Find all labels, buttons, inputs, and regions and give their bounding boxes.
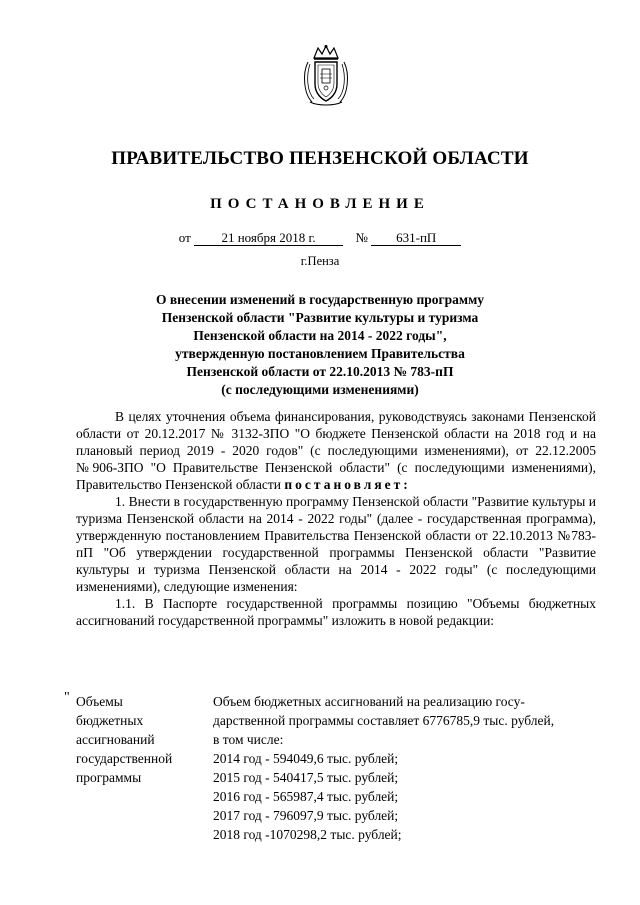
table-left-cell (76, 692, 206, 787)
document-subject (90, 291, 550, 399)
city: г.Пенза (300, 254, 340, 268)
subject-line: утвержденную постановлением Правительства (175, 346, 465, 361)
subject-line: Пензенской области на 2014 - 2022 годы", (193, 328, 447, 343)
document-date: 21 ноября 2018 г. (194, 230, 343, 246)
resolves-word: постановляет: (284, 477, 411, 492)
left-cell-line: бюджетных (76, 713, 144, 728)
subject-line: Пензенской области "Развитие культуры и туризма (161, 310, 479, 325)
organization-name: ПРАВИТЕЛЬСТВО ПЕНЗЕНСКОЙ ОБЛАСТИ (111, 148, 529, 169)
date-prefix: от (178, 230, 191, 245)
coat-of-arms-emblem-icon (300, 44, 352, 108)
date-number-line (0, 230, 640, 246)
year-line: 2018 год -1070298,2 тыс. рублей; (213, 827, 402, 842)
preamble-text: В целях уточнения объема финансирования, руководствуясь законами Пензенской области от 20.12.2017 № 3132-ЗПО "О бюджете Пензенской области на 2018 год и на плановый период 2019 - 2020 годов" (с последующими изменениями), от 22.12.2005 №906-ЗПО "О Правительстве Пензенской области" (с последующими изменениями), Правительство Пензенской области (76, 409, 596, 492)
year-line: 2014 год - 594049,6 тыс. рублей; (213, 751, 399, 766)
subject-line: Пензенской области от 22.10.2013 № 783-пП (186, 364, 454, 379)
table-right-cell (213, 692, 600, 844)
subject-line: (с последующими изменениями) (221, 382, 419, 397)
year-line: 2016 год - 565987,4 тыс. рублей; (213, 789, 399, 804)
preamble-paragraph (76, 408, 596, 493)
subject-line: О внесении изменений в государственную программу (155, 292, 485, 307)
number-prefix: № (355, 230, 368, 245)
document-type: ПОСТАНОВЛЕНИЕ (210, 196, 430, 212)
item-1-1-paragraph: 1.1. В Паспорте государственной программы позицию "Объемы бюджетных ассигнований государственной программы" изложить в новой редакции: (76, 596, 596, 628)
year-line: 2017 год - 796097,9 тыс. рублей; (213, 808, 399, 823)
year-line: 2015 год - 540417,5 тыс. рублей; (213, 770, 399, 785)
document-body (76, 408, 596, 629)
intro-line: в том числе: (213, 732, 284, 747)
item-1-paragraph: 1. Внести в государственную программу Пензенской области "Развитие культуры и туризма Пензенской области на 2014 - 2022 годы" (далее - государственная программа), утвержденную постановлением Правительства Пензенской области от 22.10.2013 №783-пП "Об утверждении государственной программы Пензенской области "Развитие культуры и туризма Пензенской области на 2014 - 2022 годы" (с последующими изменениями), следующие изменения: (76, 494, 596, 594)
left-cell-line: государственной (76, 751, 173, 766)
opening-quote: " (64, 690, 70, 705)
left-cell-line: ассигнований (76, 732, 155, 747)
intro-line: Объем бюджетных ассигнований на реализацию госу- (213, 694, 525, 709)
left-cell-line: Объемы (76, 694, 123, 709)
document-number: 631-пП (371, 230, 461, 246)
left-cell-line: программы (76, 770, 142, 785)
intro-line: дарственной программы составляет 6776785,9 тыс. рублей, (213, 713, 555, 728)
